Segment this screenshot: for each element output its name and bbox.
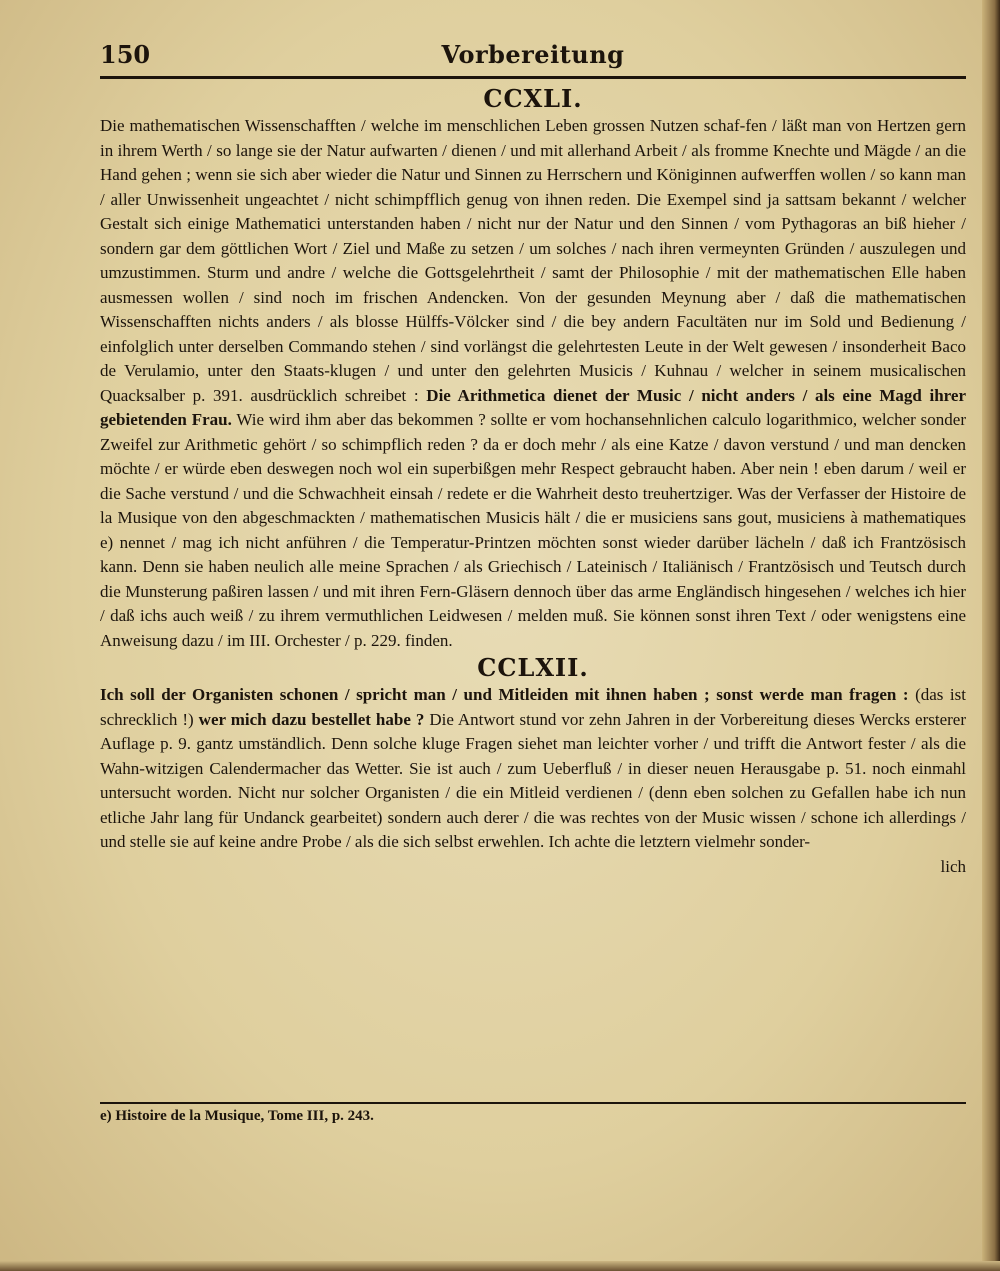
page-bottom-edge bbox=[0, 1261, 1000, 1271]
quotation: Ich soll der Organisten schonen / spricht man / und Mitleiden mit ihnen haben ; sonst werde man fragen : bbox=[100, 685, 909, 704]
footnote-rule bbox=[100, 1102, 966, 1104]
paragraph bbox=[100, 114, 966, 653]
footnote: e) Histoire de la Musique, Tome III, p. 243. bbox=[100, 1108, 374, 1124]
catchword: lich bbox=[940, 856, 966, 876]
section-number: CCLXII. bbox=[477, 653, 589, 682]
paragraph-text: Die mathematischen Wissenschafften / welche im menschlichen Leben grossen Nutzen schaf-fen / läßt man von Hertzen gern in ihrem Werth / so lange sie der Natur aufwarten / dienen / und mit allerhand Arbeit / als fromme Knechte und Mägde / an die Hand gehen ; wenn sie sich aber wieder die Natur und Sinnen zu Herrschern und Königinnen aufwerffen wollen / so kann man / aller Unwissenheit ungeachtet / nicht schimpfflich genug von ihnen reden. Die Exempel sind ja sattsam bekannt / welcher Gestalt sich einige Mathematici unterstanden haben / nicht nur der Natur und den Sinnen / vom Pythagoras an biß hieher / sondern gar dem göttlichen Wort / Ziel und Maße zu setzen / um solches / nach ihren vermeynten Gründen / auszulegen und umzustimmen. Sturm und andre / welche die Gottsgelehrtheit / samt der Philosophie / mit der mathematischen Elle haben ausmessen wollen / sind noch im frischen Andencken. Von der gesunden Meynung aber / daß die mathematischen Wissenschafften nichts anders / als blosse Hülffs-Völcker sind / die bey andern Facultäten nur im Sold und Bedienung / einfolglich unter derselben Commando stehen / sind vorlängst die gelehrtesten Leute in der Welt gewesen / insonderheit Baco de Verulamio, unter den Staats-klugen / und unter den gelehrten Musicis / Kuhnau / welcher in seinem musicalischen Quacksalber p. 391. ausdrücklich schreibet : bbox=[100, 116, 966, 405]
running-head bbox=[100, 40, 966, 72]
page-body bbox=[100, 84, 966, 879]
section-number: CCXLI. bbox=[483, 84, 583, 113]
running-title: Vorbereitung bbox=[441, 40, 625, 69]
quotation: wer mich dazu bestellet habe ? bbox=[198, 709, 425, 729]
page-number: 150 bbox=[100, 40, 151, 69]
quotation: Die Arithmetica dienet der Music / nicht anders / als eine Magd ihrer gebietenden Frau. bbox=[100, 385, 966, 429]
header-rule bbox=[100, 76, 966, 79]
paragraph-text: (das ist schrecklich !) bbox=[100, 685, 966, 729]
paragraph-text: Die Antwort stund vor zehn Jahren in der Vorbereitung dieses Wercks ersterer Auflage p. 9. gantz umständlich. Denn solche kluge Fragen siehet man leichter vorher / und trifft die Antwort fester / als die Wahn-witzigen Calendermacher das Wetter. Sie ist auch / zum Ueberfluß / in dieser neuen Herausgabe p. 51. noch einmahl untersucht worden. Nicht nur solcher Organisten / die ein Mitleid verdienen / (denn eben solchen zu Gefallen habe ich nun etliche Jahr lang für Undanck gearbeitet) sondern auch derer / die was rechtes von der Music wissen / schone ich allerdings / und stelle sie auf keine andre Probe / als die sich selbst erwehlen. Ich achte die letztern vielmehr sonder- bbox=[100, 709, 966, 851]
page-edge-shadow bbox=[982, 0, 1000, 1271]
paragraph-text: Wie wird ihm aber das bekommen ? sollte er vom hochansehnlichen calculo logarithmico, welcher sonder Zweifel zur Arithmetic gehört / so schimpflich reden ? da er doch mehr / als eine Katze / davon verstund / und man dencken möchte / er würde eben deswegen noch wol ein superbißgen mehr Respect gebraucht haben. Aber nein ! eben darum / weil er die Sache verstund / und die Schwachheit einsah / redete er die Wahrheit desto treuhertziger. Was der Verfasser der Histoire de la Musique von den abgeschmackten / mathematischen Musicis hält / die er musiciens sans gout, musiciens à mathematiques e) nennet / mag ich nicht anführen / die Temperatur-Printzen möchten sonst wieder darüber lächeln / daß ich Frantzösisch kann. Denn sie haben neulich alle meine Sprachen / als Griechisch / Lateinisch / Italiänisch / Frantzösisch und Teutsch durch die Munsterung paßiren lassen / und mit ihren Fern-Gläsern dennoch über das arme Engländisch hingesehen / welches ich hier / daß ichs auch weiß / zu ihrem vermuthlichen Leidwesen / melden muß. Sie können sonst ihren Text / oder wenigstens eine Anweisung dazu / im III. Orchester / p. 229. finden. bbox=[100, 410, 966, 650]
paragraph bbox=[100, 683, 966, 855]
